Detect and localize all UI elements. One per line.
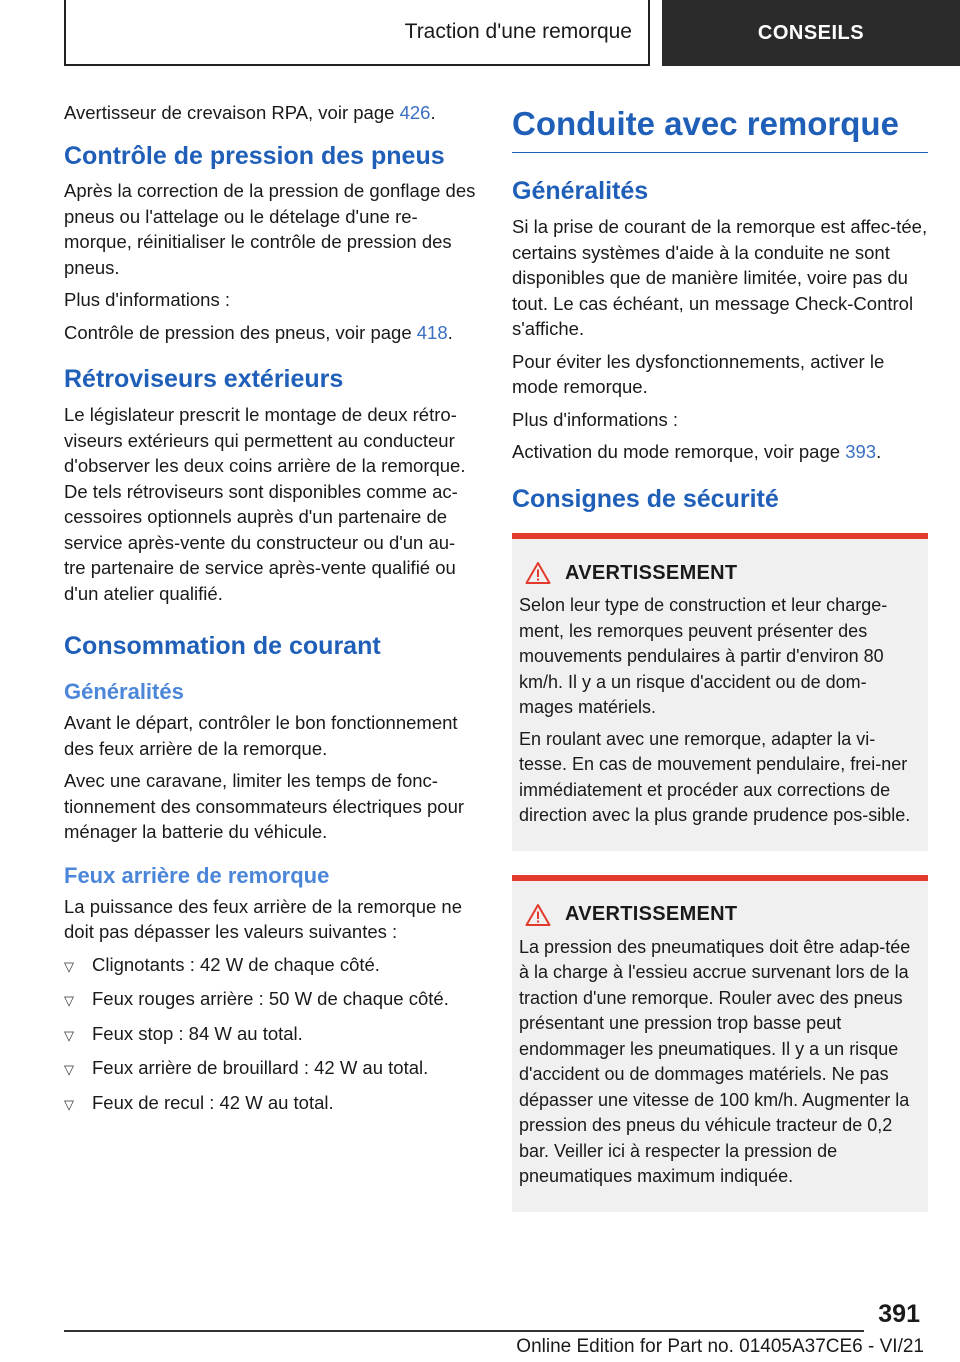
general-paragraph-3: Plus d'informations : [512,408,678,430]
page-number: 391 [878,1300,920,1328]
general-paragraph-4: Activation du mode remorque, voir page 393. [512,441,882,463]
tpms-paragraph-1: Après la correction de la pression de gonflage des pneus ou l'attelage ou le dételage d'une re-morque, réinitialiser le contrôle de pression des pneus. [64,180,476,278]
page-link-418[interactable]: 418 [416,321,448,343]
triangle-bullet-icon: ▽ [64,1062,74,1078]
heading-safety: Consignes de sécurité [512,484,779,513]
warning-triangle-icon [525,561,551,585]
section-title: Traction d'une remorque [404,20,632,43]
warning-label: AVERTISSEMENT [565,561,738,584]
list-item: ▽ Clignotants : 42 W de chaque côté. [64,952,476,980]
edition-info: Online Edition for Part no. 01405A37CE6 - VI/21 [516,1336,924,1357]
warning-paragraph: La pression des pneumatiques doit être adap-tée à la charge à l'essieu accrue survenant lors de la traction d'une remorque. Rouler avec des pneus présentant une pression trop basse peut endommager les pneumatiques. Il y a un risque d'accident ou de dommages matériels. Ne pas dépasser une vitesse de 100 km/h. Augmenter la pression des pneus du véhicule tracteur de 0,2 bar. Veiller ici à respecter la pression de pneumatiques maximum indiquée. [519,936,911,1187]
lights-paragraph: La puissance des feux arrière de la remorque ne doit pas dépasser les valeurs suivantes : [64,895,462,943]
mirrors-paragraph: Le législateur prescrit le montage de deux rétro-viseurs extérieurs qui permettent au conducteur d'observer les deux coins arrière de la remorque. De tels rétroviseurs sont disponibles comme ac-cessoires optionnels auprès d'un partenaire de service après-vente du constructeur ou d'un au-tre partenaire de service après-vente qualifié ou d'un atelier qualifié. [64,404,466,604]
warning-box [512,875,928,1212]
chapter-tab [662,0,960,66]
footer-divider [64,1330,864,1332]
power-paragraph-1: Avant le départ, contrôler le bon fonctionnement des feux arrière de la remorque. [64,712,458,759]
page-link-426[interactable]: 426 [399,102,431,123]
page-header [0,0,960,66]
triangle-bullet-icon: ▽ [64,958,74,974]
right-column [512,100,928,1224]
heading-general: Généralités [512,177,649,206]
section-tab [64,0,650,66]
general-paragraph-1: Si la prise de courant de la remorque est affec-tée, certains systèmes d'aide à la conduite ne sont disponibles que de manière limitée, voire pas du tout. Le cas échéant, un message Check-Control s'affiche. [512,216,928,340]
tpms-paragraph-2: Plus d'informations : [64,289,230,311]
list-item: ▽ Feux rouges arrière : 50 W de chaque côté. [64,986,476,1014]
triangle-bullet-icon: ▽ [64,993,74,1009]
warning-box [512,533,928,851]
general-paragraph-2: Pour éviter les dysfonctionnements, activer le mode remorque. [512,350,885,398]
warning-label: AVERTISSEMENT [565,903,738,926]
warning-paragraph: Selon leur type de construction et leur charge-ment, les remorques peuvent présenter des mouvements pendulaires à partir d'environ 80 km/h. Il y a un risque d'accident ou de dom-mages matériels. [519,595,888,718]
power-paragraph-2: Avec une caravane, limiter les temps de fonc-tionnement des consommateurs électriques pour ménager la batterie du véhicule. [64,770,465,843]
triangle-bullet-icon: ▽ [64,1027,74,1043]
heading-trailer-lights: Feux arrière de remorque [64,862,330,888]
heading-mirrors: Rétroviseurs extérieurs [64,365,344,394]
heading-power: Consommation de courant [64,632,381,660]
left-column [64,100,476,1124]
tpms-paragraph-3: Contrôle de pression des pneus, voir page 418. [64,321,453,343]
page-link-393[interactable]: 393 [845,441,877,463]
intro-paragraph: Avertisseur de crevaison RPA, voir page 426. [64,102,436,123]
main-title: Conduite avec remorque [512,100,928,153]
list-item: ▽ Feux stop : 84 W au total. [64,1021,476,1049]
chapter-title: CONSEILS [757,21,865,44]
heading-power-general: Généralités [64,678,184,704]
warning-triangle-icon [525,903,551,927]
warning-header [519,903,920,927]
warning-header [519,561,920,585]
lights-list [64,952,476,1118]
warning-paragraph: En roulant avec une remorque, adapter la vi-tesse. En cas de mouvement pendulaire, frei-ner immédiatement et procéder aux corrections de direction avec la plus grande prudence pos-sible. [519,728,911,826]
triangle-bullet-icon: ▽ [64,1096,74,1112]
list-item: ▽ Feux de recul : 42 W au total. [64,1090,476,1118]
list-item: ▽ Feux arrière de brouillard : 42 W au total. [64,1055,476,1083]
heading-tpms: Contrôle de pression des pneus [64,141,445,170]
